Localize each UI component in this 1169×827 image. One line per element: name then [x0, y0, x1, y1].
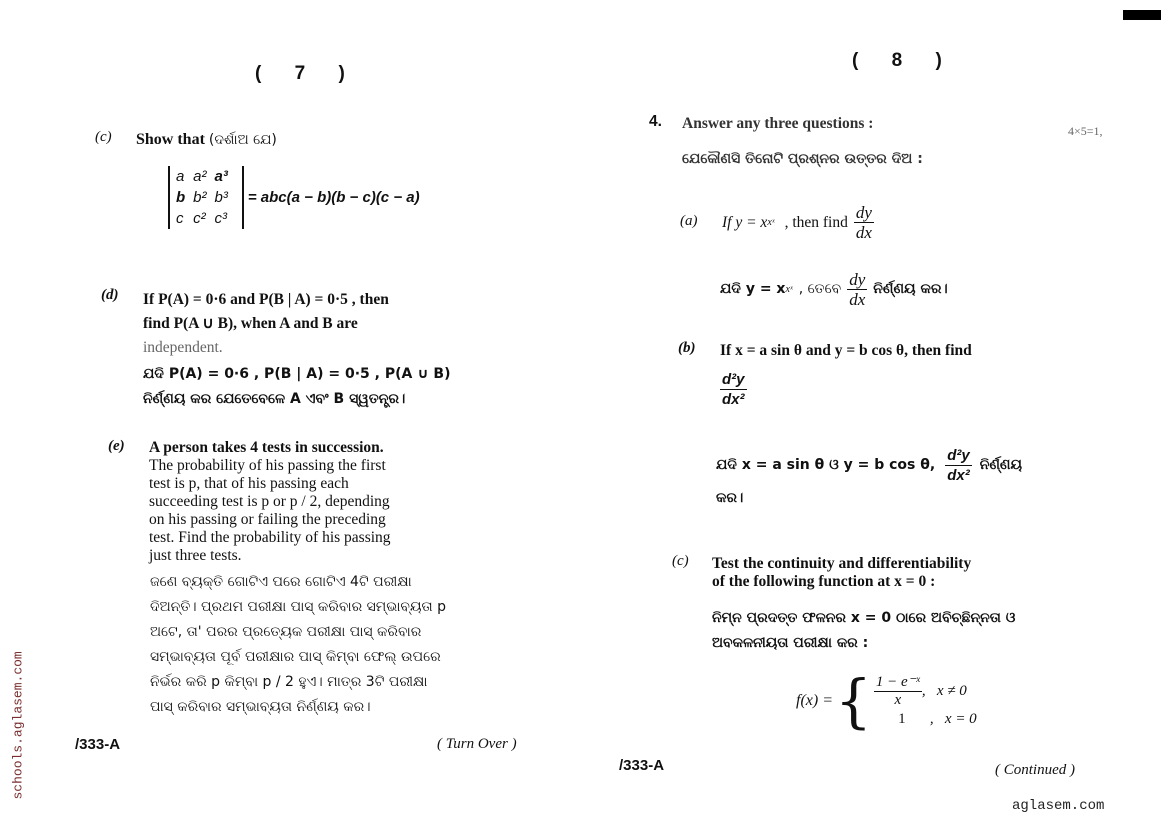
prompt-odia: (ଦର୍ଶାଅ ଯେ) — [208, 132, 277, 148]
right-footer-code: /333-A — [619, 757, 665, 774]
matrix-cell: c³ — [214, 210, 228, 227]
case-1-condition: , x ≠ 0 — [921, 683, 967, 699]
left-brace: { — [835, 667, 872, 735]
text-line: test. Find the probability of his passing — [149, 529, 391, 546]
matrix-cell: b — [176, 189, 186, 206]
text-line: find P(A ∪ B), when A and B are — [143, 315, 358, 332]
denominator: dx — [849, 290, 866, 309]
question-c2-text — [712, 555, 971, 591]
question-d-odia — [143, 362, 451, 412]
text-line: of the following function at x = 0 : — [712, 573, 936, 590]
scan-artifact-bar — [1123, 10, 1161, 20]
question-b-odia-line2: କର। — [716, 490, 744, 506]
matrix-cell: c — [176, 210, 184, 227]
matrix-cell: a³ — [214, 168, 228, 185]
question-4-instruction: Answer any three questions : — [682, 115, 874, 132]
question-c-prompt — [136, 128, 277, 153]
text-line: independent. — [143, 339, 223, 356]
matrix-cell: a — [176, 168, 185, 185]
question-a-odia — [720, 270, 948, 309]
question-d-label: (d) — [101, 287, 119, 303]
odia-find: ନିର୍ଣ୍ଣୟ କର। — [873, 281, 948, 297]
vertical-watermark: schools.aglasem.com — [10, 651, 26, 800]
question-4-number: 4. — [649, 113, 662, 130]
question-c-label: (c) — [95, 129, 112, 145]
odia-then: , ତେବେ — [798, 281, 842, 297]
question-c2-odia — [712, 606, 1015, 656]
exponent: xˣ — [767, 216, 775, 228]
text-line: succeeding test is p or p / 2, depending — [149, 493, 390, 510]
odia-line: ଜଣେ ବ୍ୟକ୍ତି ଗୋଟିଏ ପରେ ଗୋଟିଏ 4ଟି ପରୀକ୍ଷା — [150, 574, 412, 590]
case-1-fraction — [874, 674, 922, 709]
determinant-equation — [168, 166, 420, 229]
numerator: d²y — [947, 447, 970, 464]
question-e-odia — [150, 570, 446, 720]
odia-line: ନିର୍ଣ୍ଣୟ କର ଯେତେବେଳେ A ଏବଂ B ସ୍ୱତନ୍ତ୍ର। — [143, 391, 406, 407]
question-4-instruction-odia: ଯେକୌଣସି ତିନୋଟି ପ୍ରଶ୍ନର ଉତ୍ତର ଦିଅ : — [682, 151, 923, 167]
case-2-condition: , x = 0 — [929, 711, 977, 727]
odia-equation: ଯଦି x = a sin θ ଓ y = b cos θ, — [716, 457, 936, 473]
odia-line: ସମ୍ଭାବ୍ୟତା ପୂର୍ବ ପରୀକ୍ଷାର ପାସ୍ କିମ୍ବା ଫେଲ୍ ଉପରେ — [150, 649, 441, 665]
odia-line: ପାସ୍ କରିବାର ସମ୍ଭାବ୍ୟତା ନିର୍ଣ୍ଣୟ କର। — [150, 699, 371, 715]
matrix-cell: c² — [193, 210, 206, 227]
determinant-matrix — [168, 166, 244, 229]
question-e-text — [149, 439, 501, 565]
question-4-marks: 4×5=1, — [1068, 124, 1103, 138]
prompt-text: Show that — [136, 131, 205, 148]
question-a-text — [722, 203, 874, 242]
odia-line: ଅବକଳନୀୟତା ପରୀକ୍ଷା କର : — [712, 635, 869, 651]
exponent: xˣ — [785, 283, 793, 295]
question-e-label: (e) — [108, 438, 125, 454]
second-derivative-fraction — [720, 370, 747, 409]
question-b-fraction — [720, 370, 747, 409]
denominator: x — [894, 692, 902, 708]
odia-line: ନିର୍ଭର କରି p କିମ୍ବା p / 2 ହୁଏ। ମାତ୍ର 3ଟି ପରୀକ୍ଷା — [150, 674, 428, 690]
function-lhs: f(x) = — [796, 692, 833, 709]
matrix-cell: a² — [193, 168, 207, 185]
derivative-fraction — [854, 203, 874, 242]
question-b-odia — [716, 446, 1022, 485]
cases — [874, 674, 977, 728]
text-line: test is p, that of his passing each — [149, 475, 349, 492]
left-footer-code: /333-A — [75, 736, 121, 753]
right-page-number: ( 8 ) — [852, 50, 956, 71]
piecewise-function — [796, 667, 977, 735]
question-b-text: If x = a sin θ and y = b cos θ, then find — [720, 342, 972, 359]
text-line: If P(A) = 0·6 and P(B | A) = 0·5 , then — [143, 291, 389, 308]
numerator: dy — [855, 203, 872, 222]
case-2 — [874, 711, 977, 728]
odia-find: ନିର୍ଣ୍ଣୟ — [979, 457, 1023, 473]
numerator: 1 − e⁻ˣ — [875, 674, 920, 690]
left-footer-turn-over: ( Turn Over ) — [437, 736, 517, 752]
numerator: dy — [849, 270, 866, 289]
case-2-value: 1 — [898, 711, 906, 727]
text-line: A person takes 4 tests in succession. — [149, 439, 384, 456]
odia-equation: ଯଦି y = x — [720, 281, 786, 297]
right-footer-continued: ( Continued ) — [995, 762, 1075, 778]
then-find: , then find — [784, 213, 848, 231]
left-page-number: ( 7 ) — [255, 63, 359, 84]
question-d-text — [143, 288, 499, 360]
matrix-cell: b² — [193, 189, 207, 206]
odia-line: ଅଟେ, ତା' ପରର ପ୍ରତ୍ୟେକ ପରୀକ୍ଷା ପାସ୍ କରିବାର — [150, 624, 422, 640]
matrix-cell: b³ — [214, 189, 228, 206]
bottom-right-watermark: aglasem.com — [1012, 798, 1105, 814]
numerator: d²y — [722, 371, 745, 388]
denominator: dx — [855, 223, 872, 242]
denominator: dx² — [722, 391, 745, 408]
text-line: The probability of his passing the first — [149, 457, 386, 474]
denominator: dx² — [947, 467, 970, 484]
question-c2-label: (c) — [672, 553, 689, 569]
text-line: Test the continuity and differentiability — [712, 555, 972, 572]
second-derivative-fraction — [945, 446, 972, 485]
case-1 — [874, 674, 977, 709]
question-a-label: (a) — [680, 213, 698, 229]
text-line: just three tests. — [149, 547, 242, 564]
determinant-rhs: = abc(a − b)(b − c)(c − a) — [247, 189, 420, 206]
odia-line: ଯଦି P(A) = 0·6 , P(B | A) = 0·5 , P(A ∪ B) — [143, 366, 451, 382]
text-line: on his passing or failing the preceding — [149, 511, 386, 528]
derivative-fraction — [847, 270, 867, 309]
odia-line: ନିମ୍ନ ପ୍ରଦତ୍ତ ଫଳନର x = 0 ଠାରେ ଅବିଚ୍ଛିନ୍ନତା ଓ — [712, 610, 1016, 626]
odia-line: ଦିଅନ୍ତି। ପ୍ରଥମ ପରୀକ୍ଷା ପାସ୍ କରିବାର ସମ୍ଭାବ୍ୟତା p — [150, 599, 447, 615]
equation: If y = x — [722, 213, 768, 231]
question-b-label: (b) — [678, 340, 696, 356]
